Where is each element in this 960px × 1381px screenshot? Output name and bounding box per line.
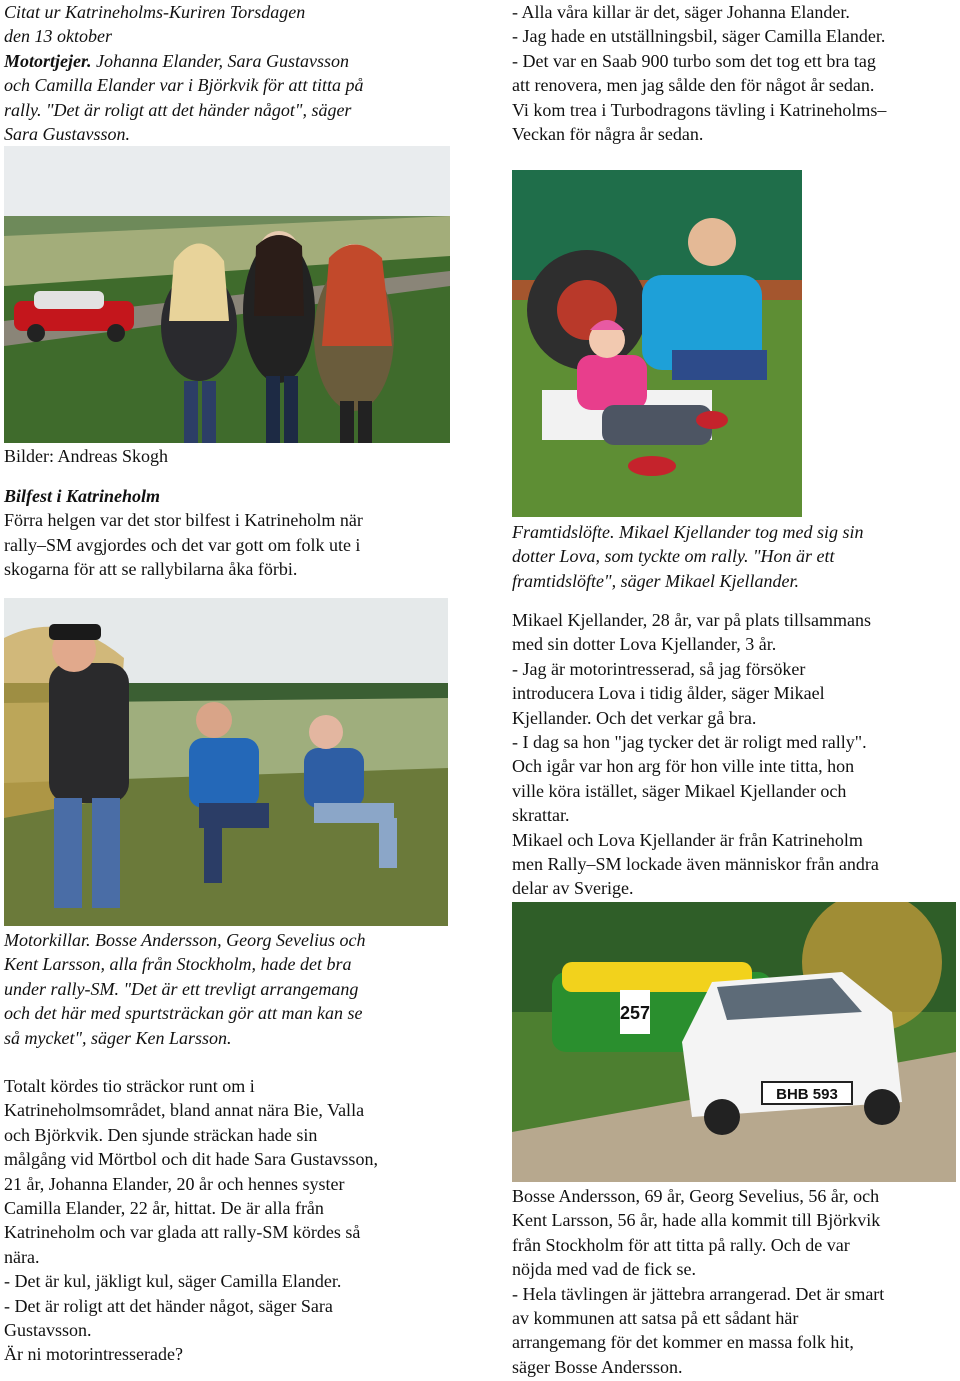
- body-right-line: Kjellander. Och det verkar gå bra.: [512, 707, 757, 728]
- caption-men-line: så mycket", säger Ken Larsson.: [4, 1027, 232, 1048]
- rally-car-plate: BHB 593: [776, 1086, 838, 1103]
- photo-man-child-image: [512, 170, 802, 517]
- intro-line: Förra helgen var det stor bilfest i Katrineholm när: [4, 510, 363, 531]
- caption-child: [512, 520, 958, 593]
- photo-girls-image: [4, 146, 450, 443]
- quote-line: Veckan för några år sedan.: [512, 124, 704, 145]
- photo-rally-cars-image: [512, 902, 956, 1182]
- caption-child-line: Framtidslöfte. Mikael Kjellander tog med sig sin: [512, 522, 864, 542]
- caption-men-line: under rally-SM. "Det är ett trevligt arrangemang: [4, 978, 359, 999]
- body-bottom-right-line: nöjda med vad de fick se.: [512, 1259, 696, 1280]
- body-right: [512, 608, 958, 901]
- body-left-line: målgång vid Mörtbol och dit hade Sara Gustavsson,: [4, 1149, 378, 1170]
- caption-top: [4, 0, 464, 146]
- caption-top-line: Sara Gustavsson.: [4, 124, 131, 145]
- body-left-line: Totalt kördes tio sträckor runt om i: [4, 1076, 255, 1096]
- article-intro: [4, 484, 454, 582]
- body-right-line: Och igår var hon arg för hon ville inte titta, hon: [512, 756, 855, 777]
- intro-line: skogarna för att se rallybilarna åka förbi.: [4, 559, 298, 580]
- photo-credit: Bilder: Andreas Skogh: [4, 446, 168, 466]
- quote-line: - Det var en Saab 900 turbo som det tog ett bra tag: [512, 50, 876, 71]
- body-right-line: skrattar.: [512, 805, 570, 826]
- body-left-line: Camilla Elander, 22 år, hittat. De är alla från: [4, 1198, 324, 1219]
- body-right-line: ville köra istället, säger Mikael Kjellander och: [512, 780, 847, 801]
- caption-top-bold-lead: Motortjejer.: [4, 50, 92, 71]
- body-left: [4, 1074, 454, 1367]
- body-right-line: - I dag sa hon "jag tycker det är roligt med rally".: [512, 732, 867, 753]
- body-right-line: - Jag är motorintresserad, så jag försöker: [512, 658, 806, 679]
- caption-men-line: och det här med spurtsträckan gör att man kan se: [4, 1003, 363, 1024]
- caption-child-line: framtidslöfte", säger Mikael Kjellander.: [512, 570, 800, 591]
- photo-girls: [4, 146, 450, 443]
- quote-line: - Jag hade en utställningsbil, säger Camilla Elander.: [512, 26, 886, 47]
- body-right-line: introducera Lova i tidig ålder, säger Mikael: [512, 683, 825, 704]
- body-left-line: Katrineholm och var glada att rally-SM kördes så: [4, 1222, 361, 1243]
- caption-men-line: Kent Larsson, alla från Stockholm, hade det bra: [4, 954, 352, 975]
- caption-top-line: och Camilla Elander var i Björkvik för att titta på: [4, 75, 364, 96]
- caption-child-line: dotter Lova, som tyckte om rally. "Hon är ett: [512, 546, 835, 567]
- quote-line: - Alla våra killar är det, säger Johanna Elander.: [512, 2, 850, 22]
- body-bottom-right-line: Bosse Andersson, 69 år, Georg Sevelius, 56 år, och: [512, 1186, 880, 1206]
- caption-men: [4, 928, 454, 1050]
- headline: Bilfest i Katrineholm: [4, 486, 161, 506]
- body-left-line: nära.: [4, 1246, 40, 1267]
- body-right-line: Mikael och Lova Kjellander är från Katrineholm: [512, 829, 863, 850]
- photo-men: [4, 598, 448, 926]
- body-left-line: - Det är roligt att det händer något, säger Sara: [4, 1295, 333, 1316]
- body-left-line: Gustavsson.: [4, 1320, 92, 1341]
- quotes-top-right: [512, 0, 958, 146]
- quote-line: att renovera, men jag sålde den för något år sedan.: [512, 75, 875, 96]
- body-bottom-right-line: Kent Larsson, 56 år, hade alla kommit till Björkvik: [512, 1210, 881, 1231]
- body-bottom-right: [512, 1184, 958, 1379]
- body-left-line: och Björkvik. Den sjunde sträckan hade sin: [4, 1124, 318, 1145]
- body-bottom-right-line: från Stockholm för att titta på rally. Och de var: [512, 1234, 850, 1255]
- body-bottom-right-line: arrangemang för det kommer en massa folk hit,: [512, 1332, 854, 1353]
- caption-top-line: rally. "Det är roligt att det händer något", säger: [4, 99, 352, 120]
- body-bottom-right-line: - Hela tävlingen är jättebra arrangerad. Det är smart: [512, 1283, 885, 1304]
- photo-man-child: [512, 170, 802, 517]
- body-left-line: 21 år, Johanna Elander, 20 år och hennes syster: [4, 1173, 345, 1194]
- intro-line: rally–SM avgjordes och det var gott om folk ute i: [4, 534, 361, 555]
- body-bottom-right-line: av kommunen att satsa på ett sådant här: [512, 1308, 799, 1329]
- quote-line: Vi kom trea i Turbodragons tävling i Katrineholms–: [512, 99, 887, 120]
- caption-top-line: Johanna Elander, Sara Gustavsson: [91, 50, 350, 71]
- body-right-line: med sin dotter Lova Kjellander, 3 år.: [512, 634, 777, 655]
- caption-men-line: Motorkillar. Bosse Andersson, Georg Sevelius och: [4, 930, 366, 950]
- body-left-line: - Det är kul, jäkligt kul, säger Camilla Elander.: [4, 1271, 342, 1292]
- body-right-line: Mikael Kjellander, 28 år, var på plats tillsammans: [512, 610, 871, 630]
- rally-car-number: 257: [619, 1003, 651, 1023]
- photo-men-image: [4, 598, 448, 926]
- caption-top-line: den 13 oktober: [4, 26, 112, 47]
- body-right-line: men Rally–SM lockade även människor från andra: [512, 854, 879, 875]
- body-left-line: Är ni motorintresserade?: [4, 1344, 183, 1365]
- body-left-line: Katrineholmsområdet, bland annat nära Bie, Valla: [4, 1100, 365, 1121]
- body-right-line: delar av Sverige.: [512, 878, 634, 899]
- caption-top-line: Citat ur Katrineholms-Kuriren Torsdagen: [4, 2, 306, 22]
- photo-rally-cars: [512, 902, 956, 1182]
- body-bottom-right-line: säger Bosse Andersson.: [512, 1356, 683, 1377]
